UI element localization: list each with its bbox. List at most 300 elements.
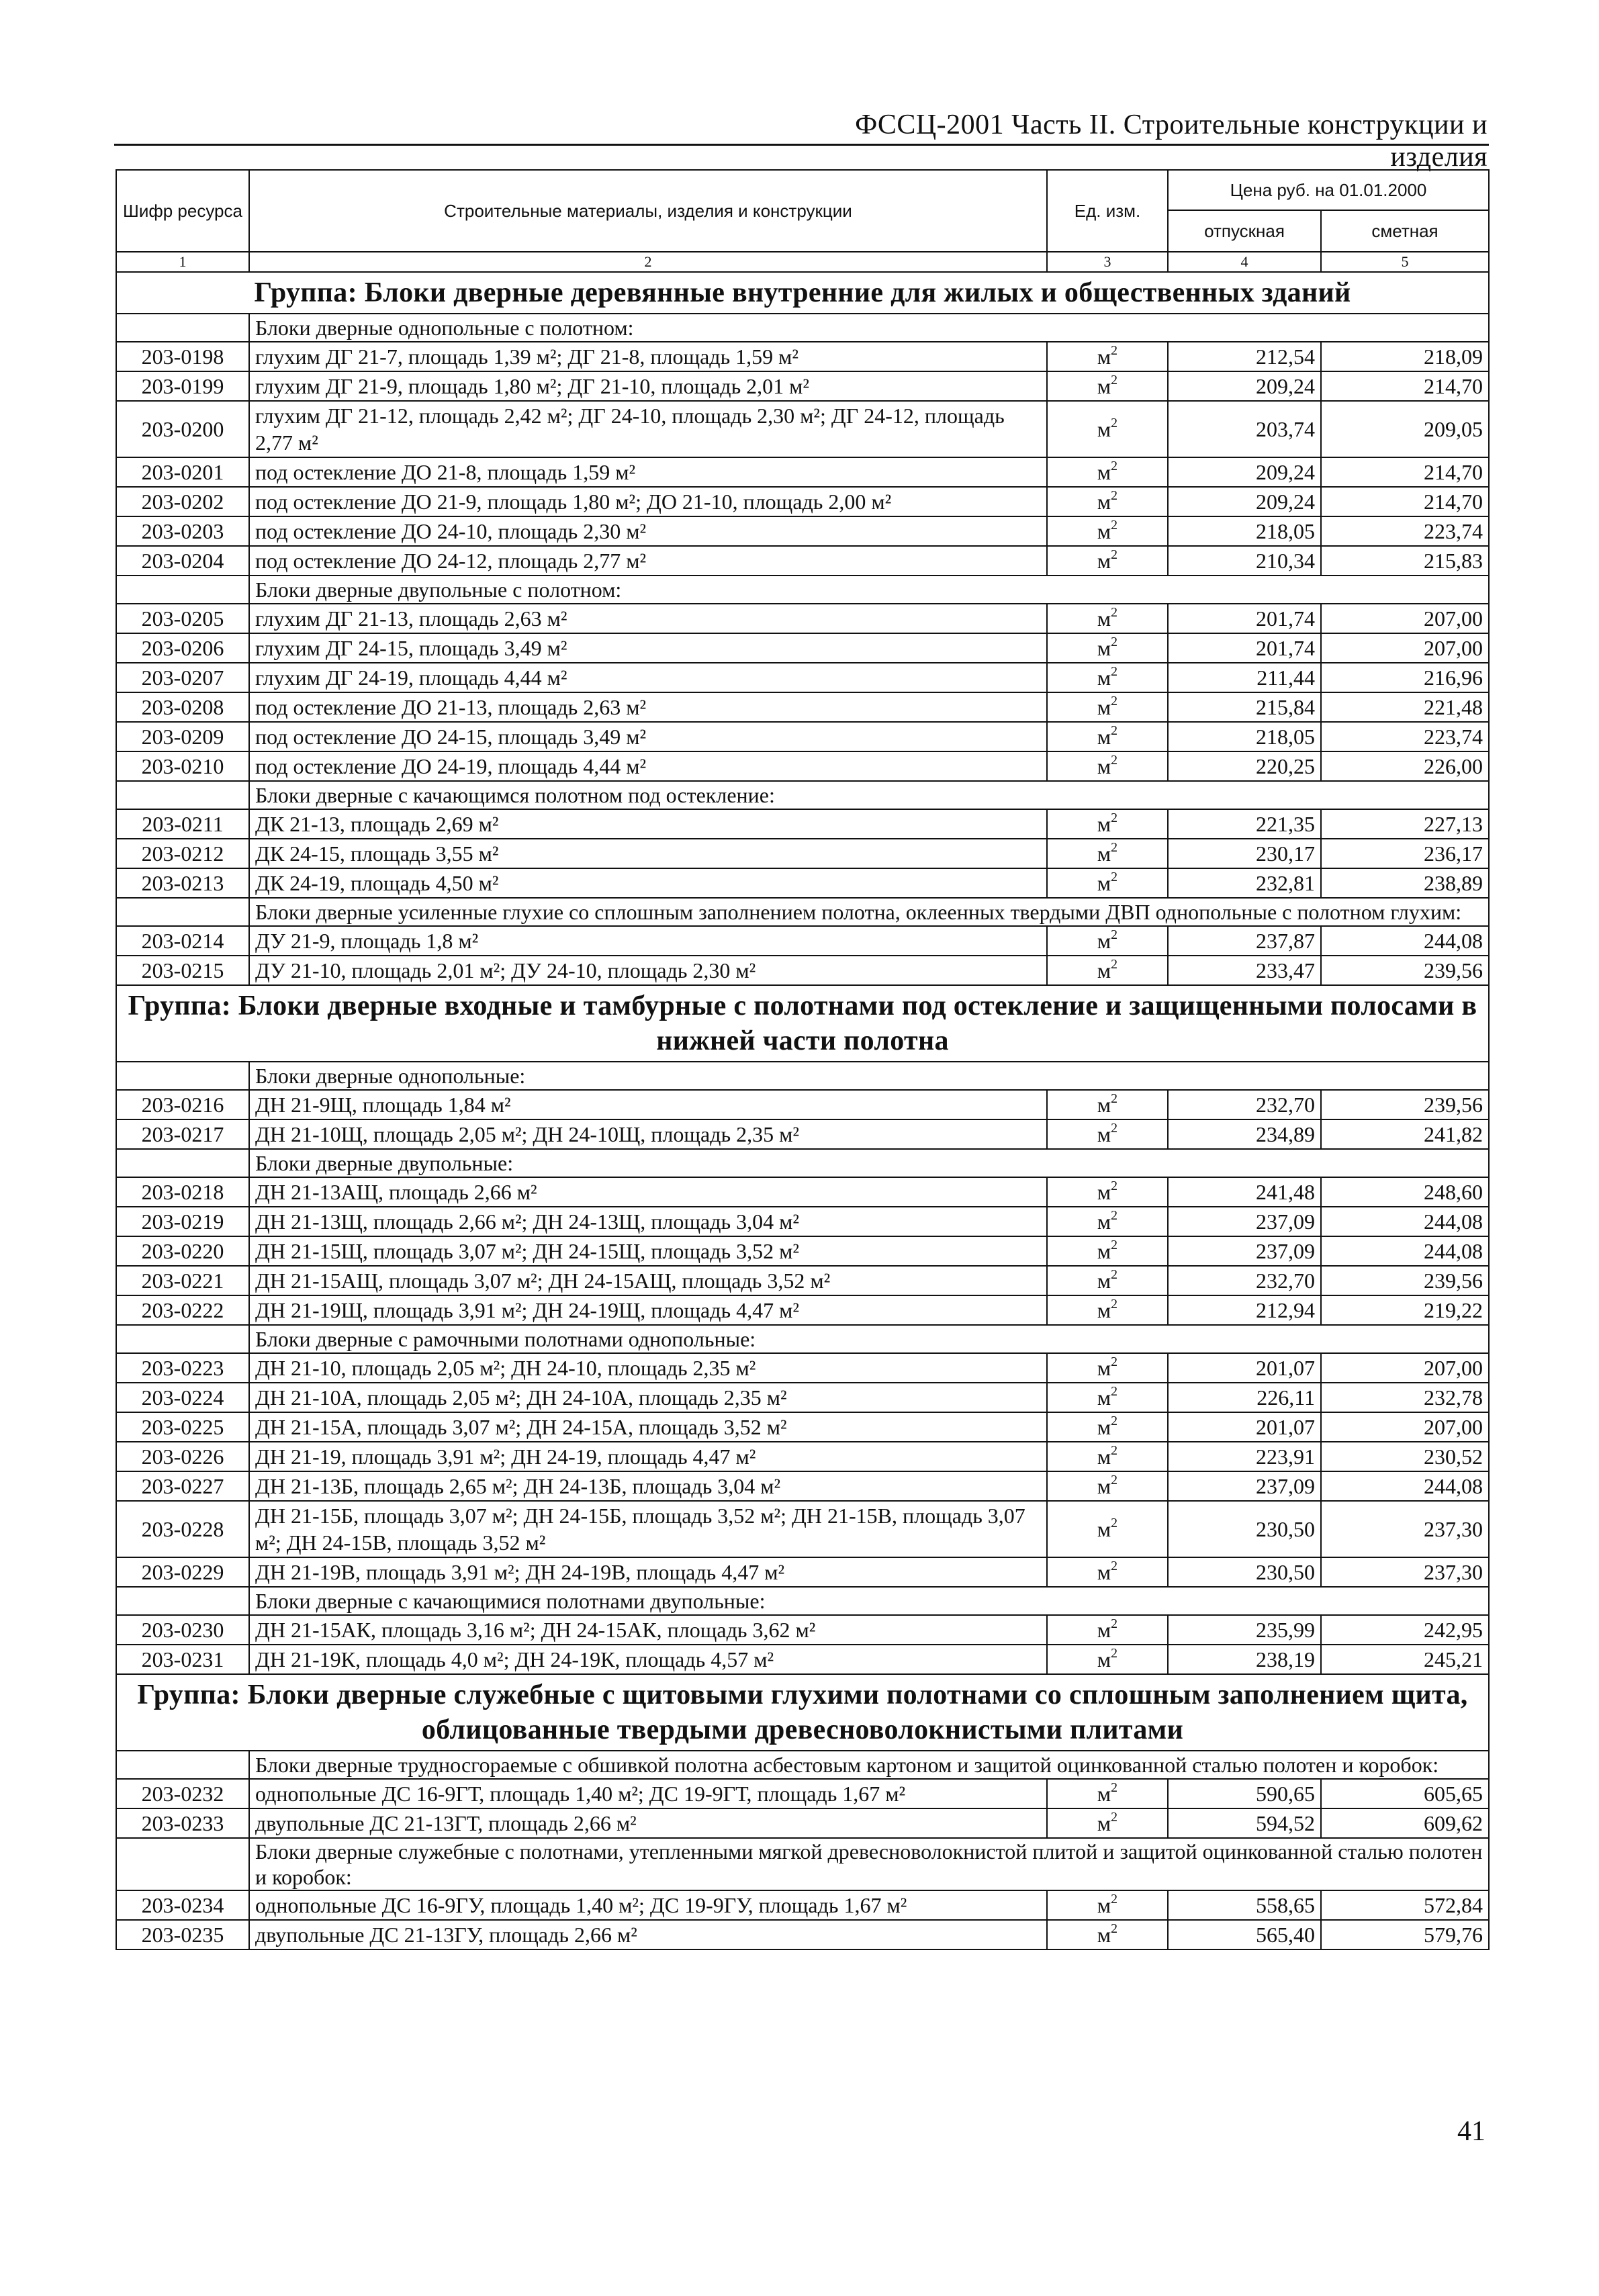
estimate-price: 241,82 (1321, 1119, 1489, 1149)
unit-exponent: 2 (1111, 694, 1118, 709)
estimate-price: 238,89 (1321, 868, 1489, 898)
resource-code: 203-0205 (116, 604, 249, 633)
estimate-price: 244,08 (1321, 1207, 1489, 1236)
subheading-code-cell (116, 898, 249, 926)
release-price: 218,05 (1168, 516, 1321, 546)
item-description: ДН 21-19, площадь 3,91 м²; ДН 24-19, площадь 4,47 м² (249, 1442, 1047, 1471)
unit-cell (1047, 722, 1168, 751)
release-price: 226,11 (1168, 1383, 1321, 1412)
resource-code: 203-0222 (116, 1295, 249, 1325)
resource-code: 203-0206 (116, 633, 249, 663)
release-price: 565,40 (1168, 1920, 1321, 1949)
resource-code: 203-0228 (116, 1501, 249, 1557)
resource-code: 203-0223 (116, 1353, 249, 1383)
estimate-price: 237,30 (1321, 1501, 1489, 1557)
unit-cell (1047, 1207, 1168, 1236)
release-price: 237,09 (1168, 1236, 1321, 1266)
table-row (116, 1890, 1489, 1920)
release-price: 230,17 (1168, 839, 1321, 868)
table-row (116, 1645, 1489, 1674)
table-row (116, 1295, 1489, 1325)
unit-symbol: м (1097, 754, 1111, 778)
release-price: 237,87 (1168, 926, 1321, 956)
item-description: однопольные ДС 16-9ГТ, площадь 1,40 м²; ДС 19-9ГТ, площадь 1,67 м² (249, 1779, 1047, 1808)
unit-exponent: 2 (1111, 664, 1118, 680)
estimate-price: 244,08 (1321, 1236, 1489, 1266)
estimate-price: 223,74 (1321, 722, 1489, 751)
resource-code: 203-0203 (116, 516, 249, 546)
item-description: глухим ДГ 21-7, площадь 1,39 м²; ДГ 21-8, площадь 1,59 м² (249, 342, 1047, 371)
table-row (116, 1353, 1489, 1383)
table-row (116, 457, 1489, 487)
unit-symbol: м (1097, 1782, 1111, 1806)
unit-cell (1047, 516, 1168, 546)
unit-symbol: м (1097, 1269, 1111, 1293)
item-description: ДН 21-19К, площадь 4,0 м²; ДН 24-19К, площадь 4,57 м² (249, 1645, 1047, 1674)
subheading-row (116, 1149, 1489, 1177)
unit-cell (1047, 809, 1168, 839)
unit-cell (1047, 692, 1168, 722)
estimate-price: 216,96 (1321, 663, 1489, 692)
estimate-price: 221,48 (1321, 692, 1489, 722)
estimate-price: 239,56 (1321, 1266, 1489, 1295)
release-price: 232,70 (1168, 1090, 1321, 1119)
estimate-price: 227,13 (1321, 809, 1489, 839)
estimate-price: 609,62 (1321, 1808, 1489, 1838)
unit-symbol: м (1097, 1893, 1111, 1917)
unit-exponent: 2 (1111, 1516, 1118, 1531)
table-row (116, 956, 1489, 985)
item-description: ДН 21-15А, площадь 3,07 м²; ДН 24-15А, площадь 3,52 м² (249, 1412, 1047, 1442)
estimate-price: 209,05 (1321, 401, 1489, 457)
unit-symbol: м (1097, 725, 1111, 749)
group-heading-row (116, 272, 1489, 314)
unit-symbol: м (1097, 841, 1111, 866)
resource-code: 203-0230 (116, 1615, 249, 1645)
unit-symbol: м (1097, 490, 1111, 514)
release-price: 203,74 (1168, 401, 1321, 457)
unit-exponent: 2 (1111, 1267, 1118, 1283)
unit-symbol: м (1097, 606, 1111, 631)
table-row (116, 633, 1489, 663)
item-description: ДН 21-9Щ, площадь 1,84 м² (249, 1090, 1047, 1119)
table-row (116, 1412, 1489, 1442)
table-row (116, 751, 1489, 781)
item-description: ДУ 21-10, площадь 2,01 м²; ДУ 24-10, площадь 2,30 м² (249, 956, 1047, 985)
resource-code: 203-0204 (116, 546, 249, 576)
table-row (116, 546, 1489, 576)
unit-symbol: м (1097, 1647, 1111, 1671)
col-header-release: отпускная (1168, 210, 1321, 252)
item-description: глухим ДГ 24-19, площадь 4,44 м² (249, 663, 1047, 692)
resource-code: 203-0233 (116, 1808, 249, 1838)
item-description: ДН 21-10А, площадь 2,05 м²; ДН 24-10А, площадь 2,35 м² (249, 1383, 1047, 1412)
subheading-row (116, 1838, 1489, 1890)
unit-exponent: 2 (1111, 518, 1118, 533)
item-description: под остекление ДО 24-19, площадь 4,44 м² (249, 751, 1047, 781)
unit-symbol: м (1097, 1618, 1111, 1642)
unit-cell (1047, 1501, 1168, 1557)
table-row (116, 1920, 1489, 1949)
table-row (116, 1471, 1489, 1501)
resource-code: 203-0217 (116, 1119, 249, 1149)
release-price: 210,34 (1168, 546, 1321, 576)
resource-code: 203-0208 (116, 692, 249, 722)
unit-cell (1047, 1295, 1168, 1325)
subheading-code-cell (116, 1838, 249, 1890)
table-row (116, 1501, 1489, 1557)
unit-exponent: 2 (1111, 547, 1118, 563)
unit-symbol: м (1097, 1356, 1111, 1380)
unit-cell (1047, 457, 1168, 487)
resource-code: 203-0214 (116, 926, 249, 956)
item-description: ДК 21-13, площадь 2,69 м² (249, 809, 1047, 839)
unit-exponent: 2 (1111, 753, 1118, 768)
group-heading: Группа: Блоки дверные входные и тамбурные с полотнами под остекление и защищенными полосами в нижней части полотна (116, 985, 1489, 1062)
subheading-code-cell (116, 1751, 249, 1779)
resource-code: 203-0226 (116, 1442, 249, 1471)
subheading-text: Блоки дверные служебные с полотнами, утепленными мягкой древесноволокнистой плитой и защитой оцинкованной сталью полотен и коробок: (249, 1838, 1489, 1890)
table-row (116, 1090, 1489, 1119)
estimate-price: 226,00 (1321, 751, 1489, 781)
resource-code: 203-0227 (116, 1471, 249, 1501)
resource-code: 203-0232 (116, 1779, 249, 1808)
unit-symbol: м (1097, 1811, 1111, 1835)
release-price: 220,25 (1168, 751, 1321, 781)
item-description: под остекление ДО 24-12, площадь 2,77 м² (249, 546, 1047, 576)
unit-exponent: 2 (1111, 840, 1118, 856)
item-description: ДН 21-19Щ, площадь 3,91 м²; ДН 24-19Щ, площадь 4,47 м² (249, 1295, 1047, 1325)
item-description: ДК 24-19, площадь 4,50 м² (249, 868, 1047, 898)
unit-cell (1047, 487, 1168, 516)
unit-symbol: м (1097, 1093, 1111, 1117)
group-heading-row (116, 1674, 1489, 1751)
release-price: 590,65 (1168, 1779, 1321, 1808)
estimate-price: 215,83 (1321, 546, 1489, 576)
table-row (116, 663, 1489, 692)
col-number: 1 (116, 252, 249, 272)
subheading-code-cell (116, 1062, 249, 1090)
unit-symbol: м (1097, 1560, 1111, 1584)
release-price: 232,81 (1168, 868, 1321, 898)
resource-code: 203-0209 (116, 722, 249, 751)
unit-cell (1047, 371, 1168, 401)
resource-code: 203-0201 (116, 457, 249, 487)
item-description: ДН 21-10Щ, площадь 2,05 м²; ДН 24-10Щ, площадь 2,35 м² (249, 1119, 1047, 1149)
table-row (116, 371, 1489, 401)
estimate-price: 248,60 (1321, 1177, 1489, 1207)
release-price: 232,70 (1168, 1266, 1321, 1295)
unit-exponent: 2 (1111, 1354, 1118, 1370)
item-description: ДН 21-13Б, площадь 2,65 м²; ДН 24-13Б, площадь 3,04 м² (249, 1471, 1047, 1501)
release-price: 201,07 (1168, 1412, 1321, 1442)
unit-symbol: м (1097, 695, 1111, 719)
unit-cell (1047, 1920, 1168, 1949)
item-description: глухим ДГ 21-13, площадь 2,63 м² (249, 604, 1047, 633)
unit-symbol: м (1097, 1517, 1111, 1541)
unit-symbol: м (1097, 812, 1111, 836)
table-row (116, 342, 1489, 371)
release-price: 212,54 (1168, 342, 1321, 371)
subheading-code-cell (116, 1325, 249, 1353)
group-heading: Группа: Блоки дверные деревянные внутренние для жилых и общественных зданий (116, 272, 1489, 314)
estimate-price: 214,70 (1321, 487, 1489, 516)
unit-exponent: 2 (1111, 1414, 1118, 1429)
unit-exponent: 2 (1111, 416, 1118, 431)
unit-cell (1047, 956, 1168, 985)
col-number: 4 (1168, 252, 1321, 272)
subheading-row (116, 576, 1489, 604)
estimate-price: 572,84 (1321, 1890, 1489, 1920)
table-row (116, 1808, 1489, 1838)
item-description: под остекление ДО 21-13, площадь 2,63 м² (249, 692, 1047, 722)
subheading-text: Блоки дверные однопольные: (249, 1062, 1489, 1090)
table-row (116, 722, 1489, 751)
resource-code: 203-0212 (116, 839, 249, 868)
estimate-price: 245,21 (1321, 1645, 1489, 1674)
item-description: под остекление ДО 24-15, площадь 3,49 м² (249, 722, 1047, 751)
release-price: 221,35 (1168, 809, 1321, 839)
release-price: 237,09 (1168, 1471, 1321, 1501)
resource-code: 203-0200 (116, 401, 249, 457)
release-price: 234,89 (1168, 1119, 1321, 1149)
resource-code: 203-0215 (116, 956, 249, 985)
unit-symbol: м (1097, 1474, 1111, 1498)
unit-exponent: 2 (1111, 1091, 1118, 1107)
column-number-row (116, 252, 1489, 272)
subheading-text: Блоки дверные с качающимся полотном под остекление: (249, 781, 1489, 809)
unit-exponent: 2 (1111, 1646, 1118, 1661)
unit-symbol: м (1097, 1209, 1111, 1234)
estimate-price: 214,70 (1321, 457, 1489, 487)
unit-symbol: м (1097, 871, 1111, 895)
resource-code: 203-0216 (116, 1090, 249, 1119)
release-price: 241,48 (1168, 1177, 1321, 1207)
release-price: 233,47 (1168, 956, 1321, 985)
estimate-price: 605,65 (1321, 1779, 1489, 1808)
subheading-text: Блоки дверные с качающимися полотнами двупольные: (249, 1587, 1489, 1615)
subheading-text: Блоки дверные двупольные с полотном: (249, 576, 1489, 604)
unit-exponent: 2 (1111, 811, 1118, 826)
unit-cell (1047, 1383, 1168, 1412)
table-row (116, 1779, 1489, 1808)
header-divider (114, 144, 1489, 146)
item-description: двупольные ДС 21-13ГТ, площадь 2,66 м² (249, 1808, 1047, 1838)
unit-cell (1047, 1177, 1168, 1207)
estimate-price: 214,70 (1321, 371, 1489, 401)
subheading-row (116, 314, 1489, 342)
unit-exponent: 2 (1111, 1892, 1118, 1907)
resource-code: 203-0231 (116, 1645, 249, 1674)
unit-exponent: 2 (1111, 1443, 1118, 1459)
unit-cell (1047, 868, 1168, 898)
page-header-title: ФССЦ-2001 Часть II. Строительные конструкции и изделия (855, 109, 1488, 173)
release-price: 594,52 (1168, 1808, 1321, 1838)
item-description: ДН 21-13АЩ, площадь 2,66 м² (249, 1177, 1047, 1207)
table-row (116, 1615, 1489, 1645)
unit-symbol: м (1097, 460, 1111, 484)
unit-cell (1047, 1442, 1168, 1471)
table-row (116, 809, 1489, 839)
subheading-row (116, 1587, 1489, 1615)
resource-code: 203-0219 (116, 1207, 249, 1236)
resource-code: 203-0221 (116, 1266, 249, 1295)
resource-code: 203-0234 (116, 1890, 249, 1920)
table-row (116, 692, 1489, 722)
item-description: ДН 21-13Щ, площадь 2,66 м²; ДН 24-13Щ, площадь 3,04 м² (249, 1207, 1047, 1236)
release-price: 238,19 (1168, 1645, 1321, 1674)
release-price: 237,09 (1168, 1207, 1321, 1236)
subheading-text: Блоки дверные усиленные глухие со сплошным заполнением полотна, оклеенных твердыми ДВП однопольные с полотном глухим: (249, 898, 1489, 926)
estimate-price: 579,76 (1321, 1920, 1489, 1949)
unit-symbol: м (1097, 417, 1111, 441)
release-price: 209,24 (1168, 371, 1321, 401)
subheading-code-cell (116, 1587, 249, 1615)
unit-cell (1047, 401, 1168, 457)
col-number: 2 (249, 252, 1047, 272)
subheading-row (116, 898, 1489, 926)
unit-cell (1047, 1412, 1168, 1442)
col-header-unit: Ед. изм. (1047, 170, 1168, 252)
table-row (116, 1266, 1489, 1295)
table-row (116, 1119, 1489, 1149)
estimate-price: 207,00 (1321, 604, 1489, 633)
item-description: ДН 21-10, площадь 2,05 м²; ДН 24-10, площадь 2,35 м² (249, 1353, 1047, 1383)
unit-cell (1047, 1615, 1168, 1645)
subheading-text: Блоки дверные однопольные с полотном: (249, 314, 1489, 342)
estimate-price: 218,09 (1321, 342, 1489, 371)
resource-code: 203-0199 (116, 371, 249, 401)
unit-symbol: м (1097, 958, 1111, 982)
unit-exponent: 2 (1111, 870, 1118, 885)
unit-exponent: 2 (1111, 927, 1118, 943)
resource-code: 203-0211 (116, 809, 249, 839)
estimate-price: 237,30 (1321, 1557, 1489, 1587)
unit-cell (1047, 839, 1168, 868)
estimate-price: 232,78 (1321, 1383, 1489, 1412)
estimate-price: 236,17 (1321, 839, 1489, 868)
estimate-price: 239,56 (1321, 956, 1489, 985)
item-description: ДК 24-15, площадь 3,55 м² (249, 839, 1047, 868)
unit-cell (1047, 663, 1168, 692)
item-description: однопольные ДС 16-9ГУ, площадь 1,40 м²; ДС 19-9ГУ, площадь 1,67 м² (249, 1890, 1047, 1920)
unit-exponent: 2 (1111, 957, 1118, 972)
col-header-estimate: сметная (1321, 210, 1489, 252)
unit-exponent: 2 (1111, 723, 1118, 739)
release-price: 230,50 (1168, 1501, 1321, 1557)
unit-cell (1047, 1090, 1168, 1119)
unit-cell (1047, 926, 1168, 956)
table-row (116, 868, 1489, 898)
unit-exponent: 2 (1111, 1297, 1118, 1312)
unit-cell (1047, 1353, 1168, 1383)
unit-cell (1047, 1890, 1168, 1920)
item-description: ДН 21-15Б, площадь 3,07 м²; ДН 24-15Б, площадь 3,52 м²; ДН 21-15В, площадь 3,07 м²; ДН 24-15В, площадь 3,52 м² (249, 1501, 1047, 1557)
unit-exponent: 2 (1111, 373, 1118, 388)
unit-exponent: 2 (1111, 1616, 1118, 1632)
unit-exponent: 2 (1111, 1384, 1118, 1399)
unit-exponent: 2 (1111, 488, 1118, 504)
estimate-price: 219,22 (1321, 1295, 1489, 1325)
release-price: 230,50 (1168, 1557, 1321, 1587)
release-price: 209,24 (1168, 457, 1321, 487)
resource-code: 203-0213 (116, 868, 249, 898)
subheading-row (116, 1751, 1489, 1779)
release-price: 201,07 (1168, 1353, 1321, 1383)
unit-cell (1047, 1471, 1168, 1501)
resource-code: 203-0210 (116, 751, 249, 781)
col-header-code: Шифр ресурса (116, 170, 249, 252)
price-table (116, 169, 1490, 1950)
unit-exponent: 2 (1111, 1810, 1118, 1825)
table-row (116, 1557, 1489, 1587)
resource-code: 203-0218 (116, 1177, 249, 1207)
unit-exponent: 2 (1111, 1473, 1118, 1488)
subheading-row (116, 781, 1489, 809)
unit-exponent: 2 (1111, 635, 1118, 650)
unit-symbol: м (1097, 1239, 1111, 1263)
page-number: 41 (1457, 2116, 1486, 2147)
unit-symbol: м (1097, 519, 1111, 543)
item-description: двупольные ДС 21-13ГУ, площадь 2,66 м² (249, 1920, 1047, 1949)
resource-code: 203-0220 (116, 1236, 249, 1266)
estimate-price: 244,08 (1321, 926, 1489, 956)
unit-cell (1047, 1779, 1168, 1808)
col-number: 3 (1047, 252, 1168, 272)
unit-symbol: м (1097, 636, 1111, 660)
item-description: глухим ДГ 21-12, площадь 2,42 м²; ДГ 24-10, площадь 2,30 м²; ДГ 24-12, площадь 2,77 м² (249, 401, 1047, 457)
unit-cell (1047, 751, 1168, 781)
item-description: ДН 21-19В, площадь 3,91 м²; ДН 24-19В, площадь 4,47 м² (249, 1557, 1047, 1587)
group-heading: Группа: Блоки дверные служебные с щитовыми глухими полотнами со сплошным заполнением щита, облицованные твердыми древесноволокнистыми плитами (116, 1674, 1489, 1751)
resource-code: 203-0198 (116, 342, 249, 371)
col-header-price: Цена руб. на 01.01.2000 (1168, 170, 1489, 210)
item-description: ДН 21-15АК, площадь 3,16 м²; ДН 24-15АК, площадь 3,62 м² (249, 1615, 1047, 1645)
unit-symbol: м (1097, 1444, 1111, 1469)
unit-exponent: 2 (1111, 1780, 1118, 1796)
unit-exponent: 2 (1111, 605, 1118, 621)
unit-exponent: 2 (1111, 459, 1118, 474)
subheading-text: Блоки дверные двупольные: (249, 1149, 1489, 1177)
table-row (116, 1383, 1489, 1412)
col-number: 5 (1321, 252, 1489, 272)
release-price: 212,94 (1168, 1295, 1321, 1325)
unit-symbol: м (1097, 374, 1111, 398)
unit-exponent: 2 (1111, 1238, 1118, 1253)
table-row (116, 1207, 1489, 1236)
table-row (116, 604, 1489, 633)
col-header-name: Строительные материалы, изделия и конструкции (249, 170, 1047, 252)
release-price: 218,05 (1168, 722, 1321, 751)
unit-cell (1047, 1266, 1168, 1295)
unit-cell (1047, 1119, 1168, 1149)
unit-symbol: м (1097, 1298, 1111, 1322)
unit-cell (1047, 1236, 1168, 1266)
subheading-code-cell (116, 314, 249, 342)
release-price: 201,74 (1168, 633, 1321, 663)
subheading-row (116, 1325, 1489, 1353)
subheading-code-cell (116, 781, 249, 809)
unit-symbol: м (1097, 345, 1111, 369)
table-row (116, 1442, 1489, 1471)
release-price: 235,99 (1168, 1615, 1321, 1645)
item-description: ДН 21-15Щ, площадь 3,07 м²; ДН 24-15Щ, площадь 3,52 м² (249, 1236, 1047, 1266)
resource-code: 203-0207 (116, 663, 249, 692)
unit-symbol: м (1097, 1415, 1111, 1439)
unit-exponent: 2 (1111, 1921, 1118, 1937)
unit-symbol: м (1097, 1385, 1111, 1410)
unit-cell (1047, 633, 1168, 663)
